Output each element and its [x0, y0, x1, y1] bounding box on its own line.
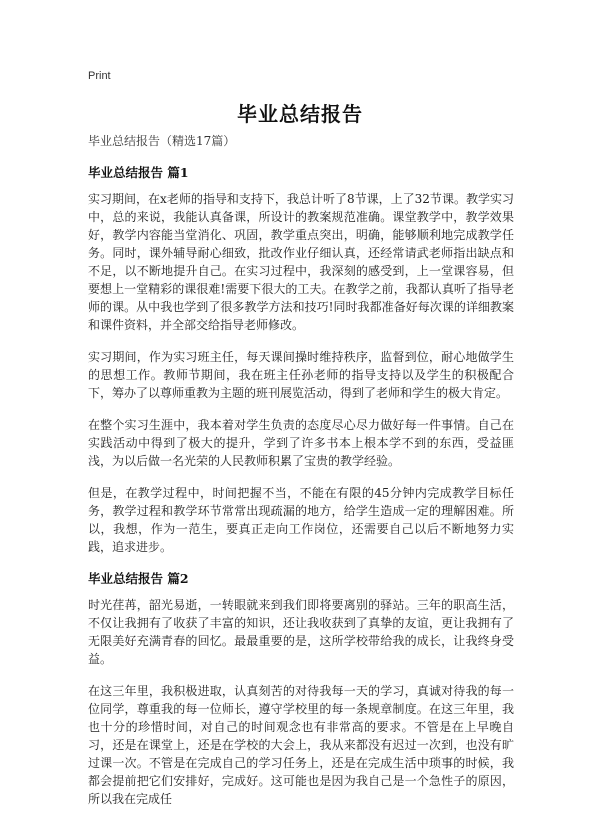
- paragraph: 实习期间，在x老师的指导和支持下，我总计听了8节课，上了32节课。教学实习中，总的来说，我能认真备课，所设计的教案规范准确。课堂教学中，教学效果好，教学内容能当堂消化、巩固，教学重点突出，明确，能够顺利地完成教学任务。同时，课外辅导耐心细致，批改作业仔细认真，还经常请武老师指出缺点和不足，以不断地提升自己。在实习过程中，我深刻的感受到，上一堂课容易，但要想上一堂精彩的课很难!需要下很大的工夫。在教学之前，我都认真听了指导老师的课。从中我也学到了很多教学方法和技巧!同时我都准备好每次课的详细教案和课件资料，并全部交给指导老师修改。: [88, 192, 514, 332]
- paragraph: 但是，在教学过程中，时间把握不当，不能在有限的45分钟内完成教学目标任务，教学过程和教学环节常常出现疏漏的地方，给学生造成一定的理解困难。所以，我想，作为一范生，要真正走向工作岗位，还需要自己以后不断地努力实践，追求进步。: [88, 486, 514, 554]
- document-subtitle: 毕业总结报告（精选17篇）: [88, 134, 236, 148]
- print-label: Print: [88, 70, 111, 82]
- paragraph: 在这三年里，我积极进取，认真刻苦的对待我每一天的学习，真诚对待我的每一位同学，尊重我的每一位师长，遵守学校里的每一条规章制度。在这三年里，我也十分的珍惜时间，对自己的时间观念也有非常高的要求。不管是在上早晚自习，还是在课堂上，还是在学校的大会上，我从来都没有迟过一次到，也没有旷过课一次。不管是在完成自己的学习任务上，还是在完成生活中琐事的时候，我都会提前把它们安排好，完成好。这可能也是因为我自己是一个急性子的原因，所以我在完成任: [88, 684, 514, 806]
- paragraph: 实习期间，作为实习班主任，每天课间操时维持秩序，监督到位，耐心地做学生的思想工作。教师节期间，我在班主任孙老师的指导支持以及学生的积极配合下，筹办了以尊师重教为主题的班刊展览活动，得到了老师和学生的极大肯定。: [88, 350, 514, 400]
- paragraph: 时光荏苒，韶光易逝，一转眼就来到我们即将要离别的驿站。三年的职高生活，不仅让我拥有了收获了丰富的知识，还让我收获到了真挚的友谊，更让我拥有了无限美好充满青春的回忆。最最重要的是，这所学校带给我的成长，让我终身受益。: [88, 598, 514, 666]
- document-body: [88, 132, 514, 822]
- section-heading-2: 毕业总结报告 篇2: [88, 571, 189, 586]
- document-title: 毕业总结报告: [237, 102, 363, 126]
- section-heading-1: 毕业总结报告 篇1: [88, 165, 189, 180]
- paragraph: 在整个实习生涯中，我本着对学生负责的态度尽心尽力做好每一件事情。自己在实践活动中得到了极大的提升，学到了许多书本上根本学不到的东西，受益匪浅，为以后做一名光荣的人民教师积累了宝贵的教学经验。: [88, 418, 514, 468]
